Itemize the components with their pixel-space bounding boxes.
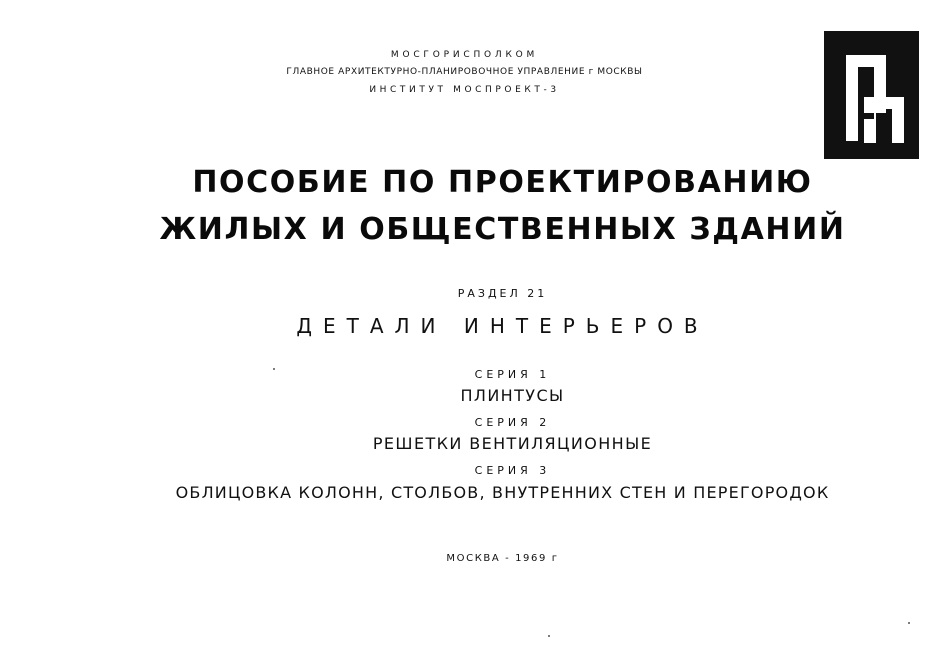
imprint-place-year: МОСКВА - 1969 г	[446, 553, 559, 564]
series-2-name: РЕШЕТКИ ВЕНТИЛЯЦИОННЫЕ	[372, 434, 653, 453]
section-label: РАЗДЕЛ 21	[457, 287, 548, 300]
scan-speck	[908, 622, 910, 624]
scan-speck	[273, 368, 275, 370]
main-title-line-2: ЖИЛЫХ И ОБЩЕСТВЕННЫХ ЗДАНИЙ	[159, 212, 846, 247]
section-title: ДЕТАЛИ ИНТЕРЬЕРОВ	[296, 314, 709, 338]
main-title-line-1: ПОСОБИЕ ПО ПРОЕКТИРОВАНИЮ	[192, 165, 813, 200]
series-3-label: СЕРИЯ 3	[474, 464, 551, 477]
logo-inner-gap	[864, 113, 874, 119]
scan-speck	[548, 635, 550, 637]
publisher-logo-icon	[824, 31, 919, 159]
series-1-label: СЕРИЯ 1	[474, 368, 551, 381]
organization-name: МОСГОРИСПОЛКОМ	[390, 50, 539, 60]
department-name: ГЛАВНОЕ АРХИТЕКТУРНО-ПЛАНИРОВОЧНОЕ УПРАВЛЕНИЕ г МОСКВЫ	[286, 67, 643, 77]
institute-name: ИНСТИТУТ МОСПРОЕКТ-3	[369, 85, 560, 95]
series-3-name: ОБЛИЦОВКА КОЛОНН, СТОЛБОВ, ВНУТРЕННИХ СТЕН И ПЕРЕГОРОДОК	[175, 483, 830, 502]
series-1-name: ПЛИНТУСЫ	[460, 386, 565, 405]
series-2-label: СЕРИЯ 2	[474, 416, 551, 429]
